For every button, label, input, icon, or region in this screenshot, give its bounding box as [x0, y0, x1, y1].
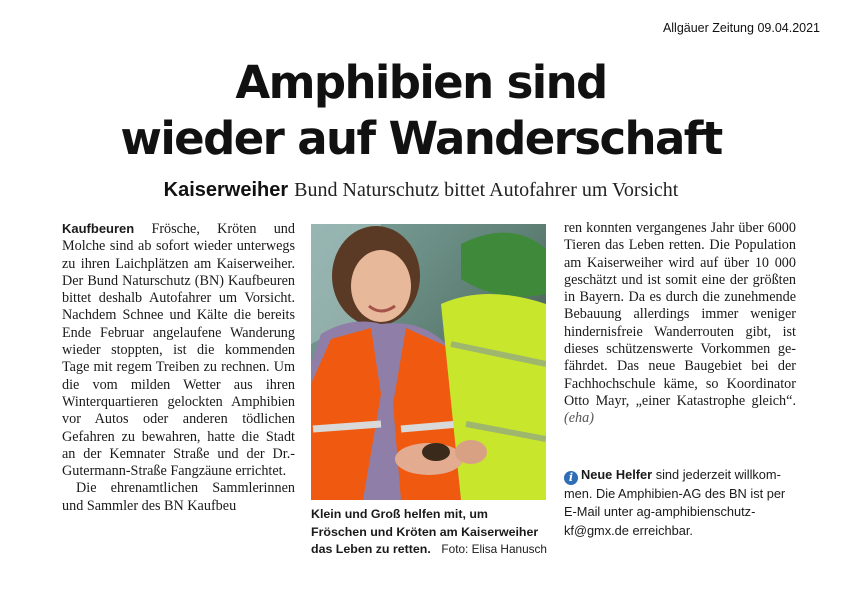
headline: [0, 55, 842, 167]
info-box-text: sind jederzeit willkommen. Die Amphibien-AG des BN ist per E-Mail unter ag-amphibienschutz-kf@gmx.de erreichbar.: [564, 467, 786, 538]
article-column-3: [564, 220, 796, 428]
article-column-1: [62, 220, 295, 515]
article-photo: [311, 224, 546, 500]
info-box: [564, 466, 796, 540]
headline-line-2: wieder auf Wanderschaft: [120, 112, 722, 165]
photo-people-with-toad: [311, 224, 546, 500]
headline-line-1: Amphibien sind: [235, 56, 607, 109]
article-paragraph-2-start: Die ehrenamtlichen Sammlerinnen und Sammler des BN Kaufbeu: [62, 480, 295, 514]
info-icon: i: [564, 471, 578, 485]
article-paragraph-2-continued: [564, 220, 796, 428]
photo-credit: Foto: Elisa Hanusch: [441, 542, 547, 556]
article-paragraph-1-text: Frösche, Kröten und Molche sind ab sofort wieder unterwegs zu ihren Laichplätzen am Kaiserweiher. Der Bund Naturschutz (BN) Kaufbeuren bittet deshalb Autofahrer um Vorsicht. Nachdem Schnee und Kälte die bereits Ende Februar angelaufene Wanderung wieder stoppten, ist die kommenden Tage mit regem Treiben zu rechnen. Um die vom milden Wetter aus ihren Winterquartieren gelockten Amphibien vor Autos oder anderen tödlichen Gefahren zu bewahren, hatte die Stadt an der Kemnater Straße und der Dr.-Gutermann-Straße Fangzäune errichtet.: [62, 221, 295, 480]
photo-caption-text: Klein und Groß helfen mit, um Fröschen und Kröten am Kaiserweiher das Leben zu retten.: [311, 507, 539, 556]
info-box-lead: Neue Helfer: [581, 467, 653, 482]
subhead-keyword: Kaiserweiher: [163, 179, 289, 201]
article-paragraph-2-continued-text: ren konnten vergangenes Jahr über 6000 Tieren das Leben retten. Die Population am Kaiserweiher wird auf über 10 000 geschätzt und ist somit eine der größten in Bayern. Da es durch die zunehmende Bebauung allerdings immer weniger hindernisfreie Wanderrouten gibt, ist dieses schützenswerte Vorkommen gefährdet. Das neue Baugebiet bei der Fachhochschule käme, so Koordinator Otto Mayr, „einer Katastrophe gleich“.: [564, 220, 796, 409]
dateline: Kaufbeuren: [62, 221, 135, 236]
author-tag: (eha): [564, 410, 594, 427]
subhead-text: Bund Naturschutz bittet Autofahrer um Vorsicht: [294, 179, 679, 201]
photo-caption: [311, 506, 547, 559]
newspaper-source-date: Allgäuer Zeitung 09.04.2021: [662, 21, 820, 35]
article-paragraph-1: [62, 220, 295, 480]
subheadline: [0, 177, 842, 203]
